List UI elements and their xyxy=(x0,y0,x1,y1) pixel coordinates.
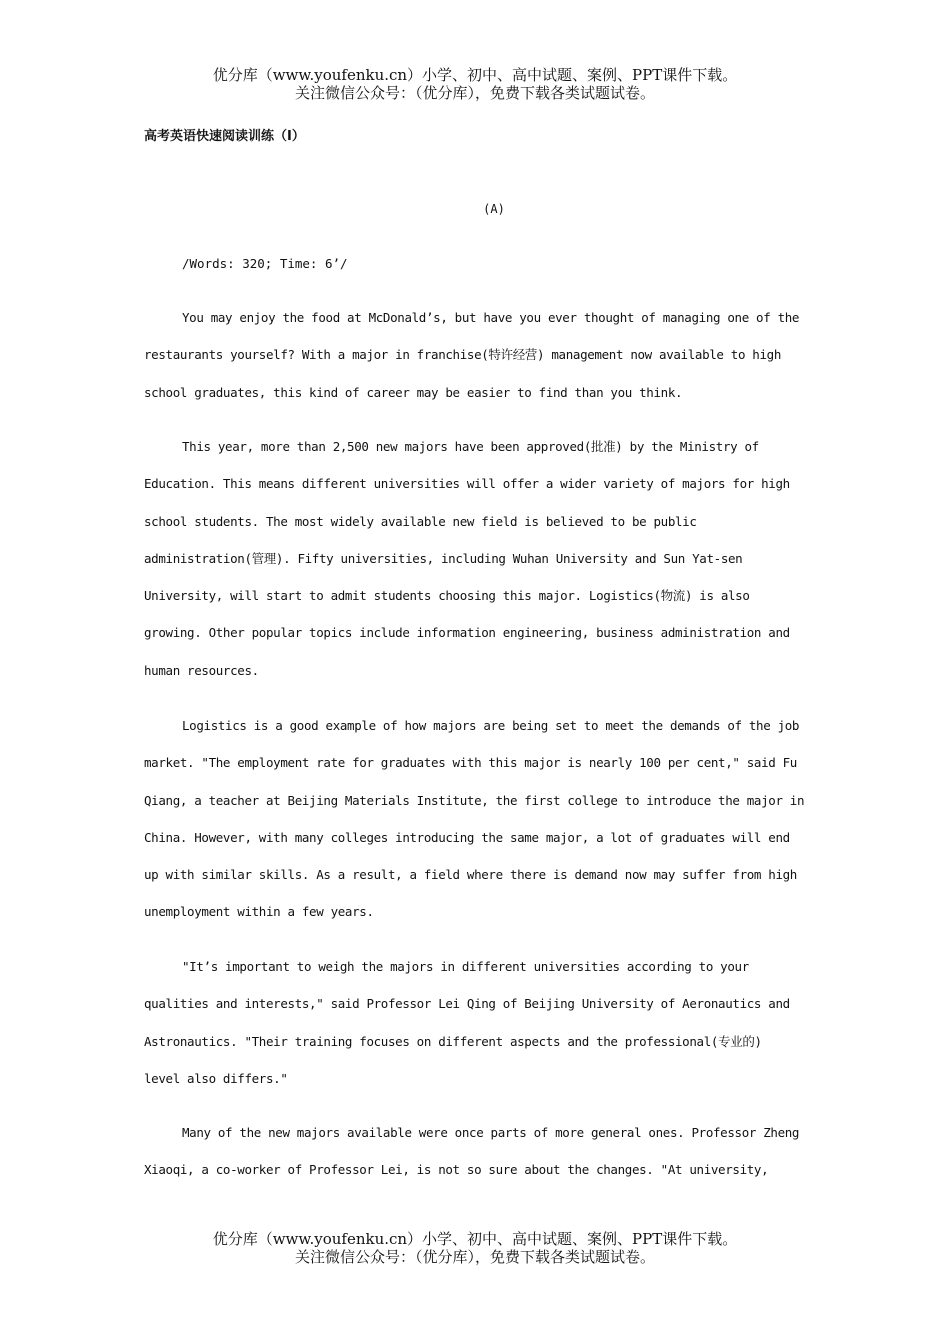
paragraph-line: Astronautics. "Their training focuses on different aspects and the professional(专业的) xyxy=(144,1033,762,1049)
paragraph-line: Education. This means different universities will offer a wider variety of majors for high xyxy=(144,476,790,492)
word-count-time: /Words: 320; Time: 6’/ xyxy=(182,256,348,271)
footer-line-2: 关注微信公众号：（优分库），免费下载各类试题试卷。 xyxy=(294,1248,655,1266)
page-header xyxy=(0,66,950,102)
paragraph-line: Many of the new majors available were once parts of more general ones. Professor Zheng xyxy=(182,1125,800,1140)
paragraph-line: up with similar skills. As a result, a field where there is demand now may suffer from high xyxy=(144,867,797,883)
section-label: (A) xyxy=(483,202,505,216)
paragraph-line: Logistics is a good example of how majors are being set to meet the demands of the job xyxy=(182,718,800,733)
paragraph-line: level also differs." xyxy=(144,1070,288,1086)
paragraph-line: China. However, with many colleges introducing the same major, a lot of graduates will end xyxy=(144,829,790,845)
paragraph-line: school students. The most widely available new field is believed to be public xyxy=(144,513,697,529)
header-line-1: 优分库（www.youfenku.cn）小学、初中、高中试题、案例、PPT课件下载。 xyxy=(212,66,738,84)
paragraph-5 xyxy=(144,1125,824,1200)
paragraph-line: growing. Other popular topics include information engineering, business administration and xyxy=(144,625,790,641)
paragraph-line: University, will start to admit students choosing this major. Logistics(物流) is also xyxy=(144,588,750,604)
paragraph-1 xyxy=(144,310,824,422)
header-line-2: 关注微信公众号：（优分库），免费下载各类试题试卷。 xyxy=(294,84,655,102)
footer-line-1: 优分库（www.youfenku.cn）小学、初中、高中试题、案例、PPT课件下载。 xyxy=(212,1230,738,1248)
paragraph-line: unemployment within a few years. xyxy=(144,904,374,920)
paragraph-line: "It’s important to weigh the majors in different universities according to your xyxy=(182,959,749,974)
paragraph-line: administration(管理). Fifty universities, including Wuhan University and Sun Yat-sen xyxy=(144,550,743,566)
paragraph-line: You may enjoy the food at McDonald’s, but have you ever thought of managing one of the xyxy=(182,310,800,325)
paragraph-line: qualities and interests," said Professor Lei Qing of Beijing University of Aeronautics and xyxy=(144,996,790,1012)
paragraph-line: Qiang, a teacher at Beijing Materials Institute, the first college to introduce the major in xyxy=(144,792,805,808)
page-footer xyxy=(0,1230,950,1266)
paragraph-4 xyxy=(144,959,824,1108)
paragraph-line: restaurants yourself? With a major in franchise(特许经营) management now available to high xyxy=(144,347,782,363)
paragraph-3 xyxy=(144,718,824,942)
paragraph-2 xyxy=(144,439,824,700)
paragraph-line: school graduates, this kind of career may be easier to find than you think. xyxy=(144,384,683,400)
paragraph-line: market. "The employment rate for graduates with this major is nearly 100 per cent," said Fu xyxy=(144,755,797,771)
document-title: 高考英语快速阅读训练（I） xyxy=(144,129,305,144)
paragraph-line: This year, more than 2,500 new majors have been approved(批准) by the Ministry of xyxy=(182,439,759,454)
paragraph-line: Xiaoqi, a co-worker of Professor Lei, is not so sure about the changes. "At university, xyxy=(144,1162,769,1178)
paragraph-line: human resources. xyxy=(144,662,259,678)
